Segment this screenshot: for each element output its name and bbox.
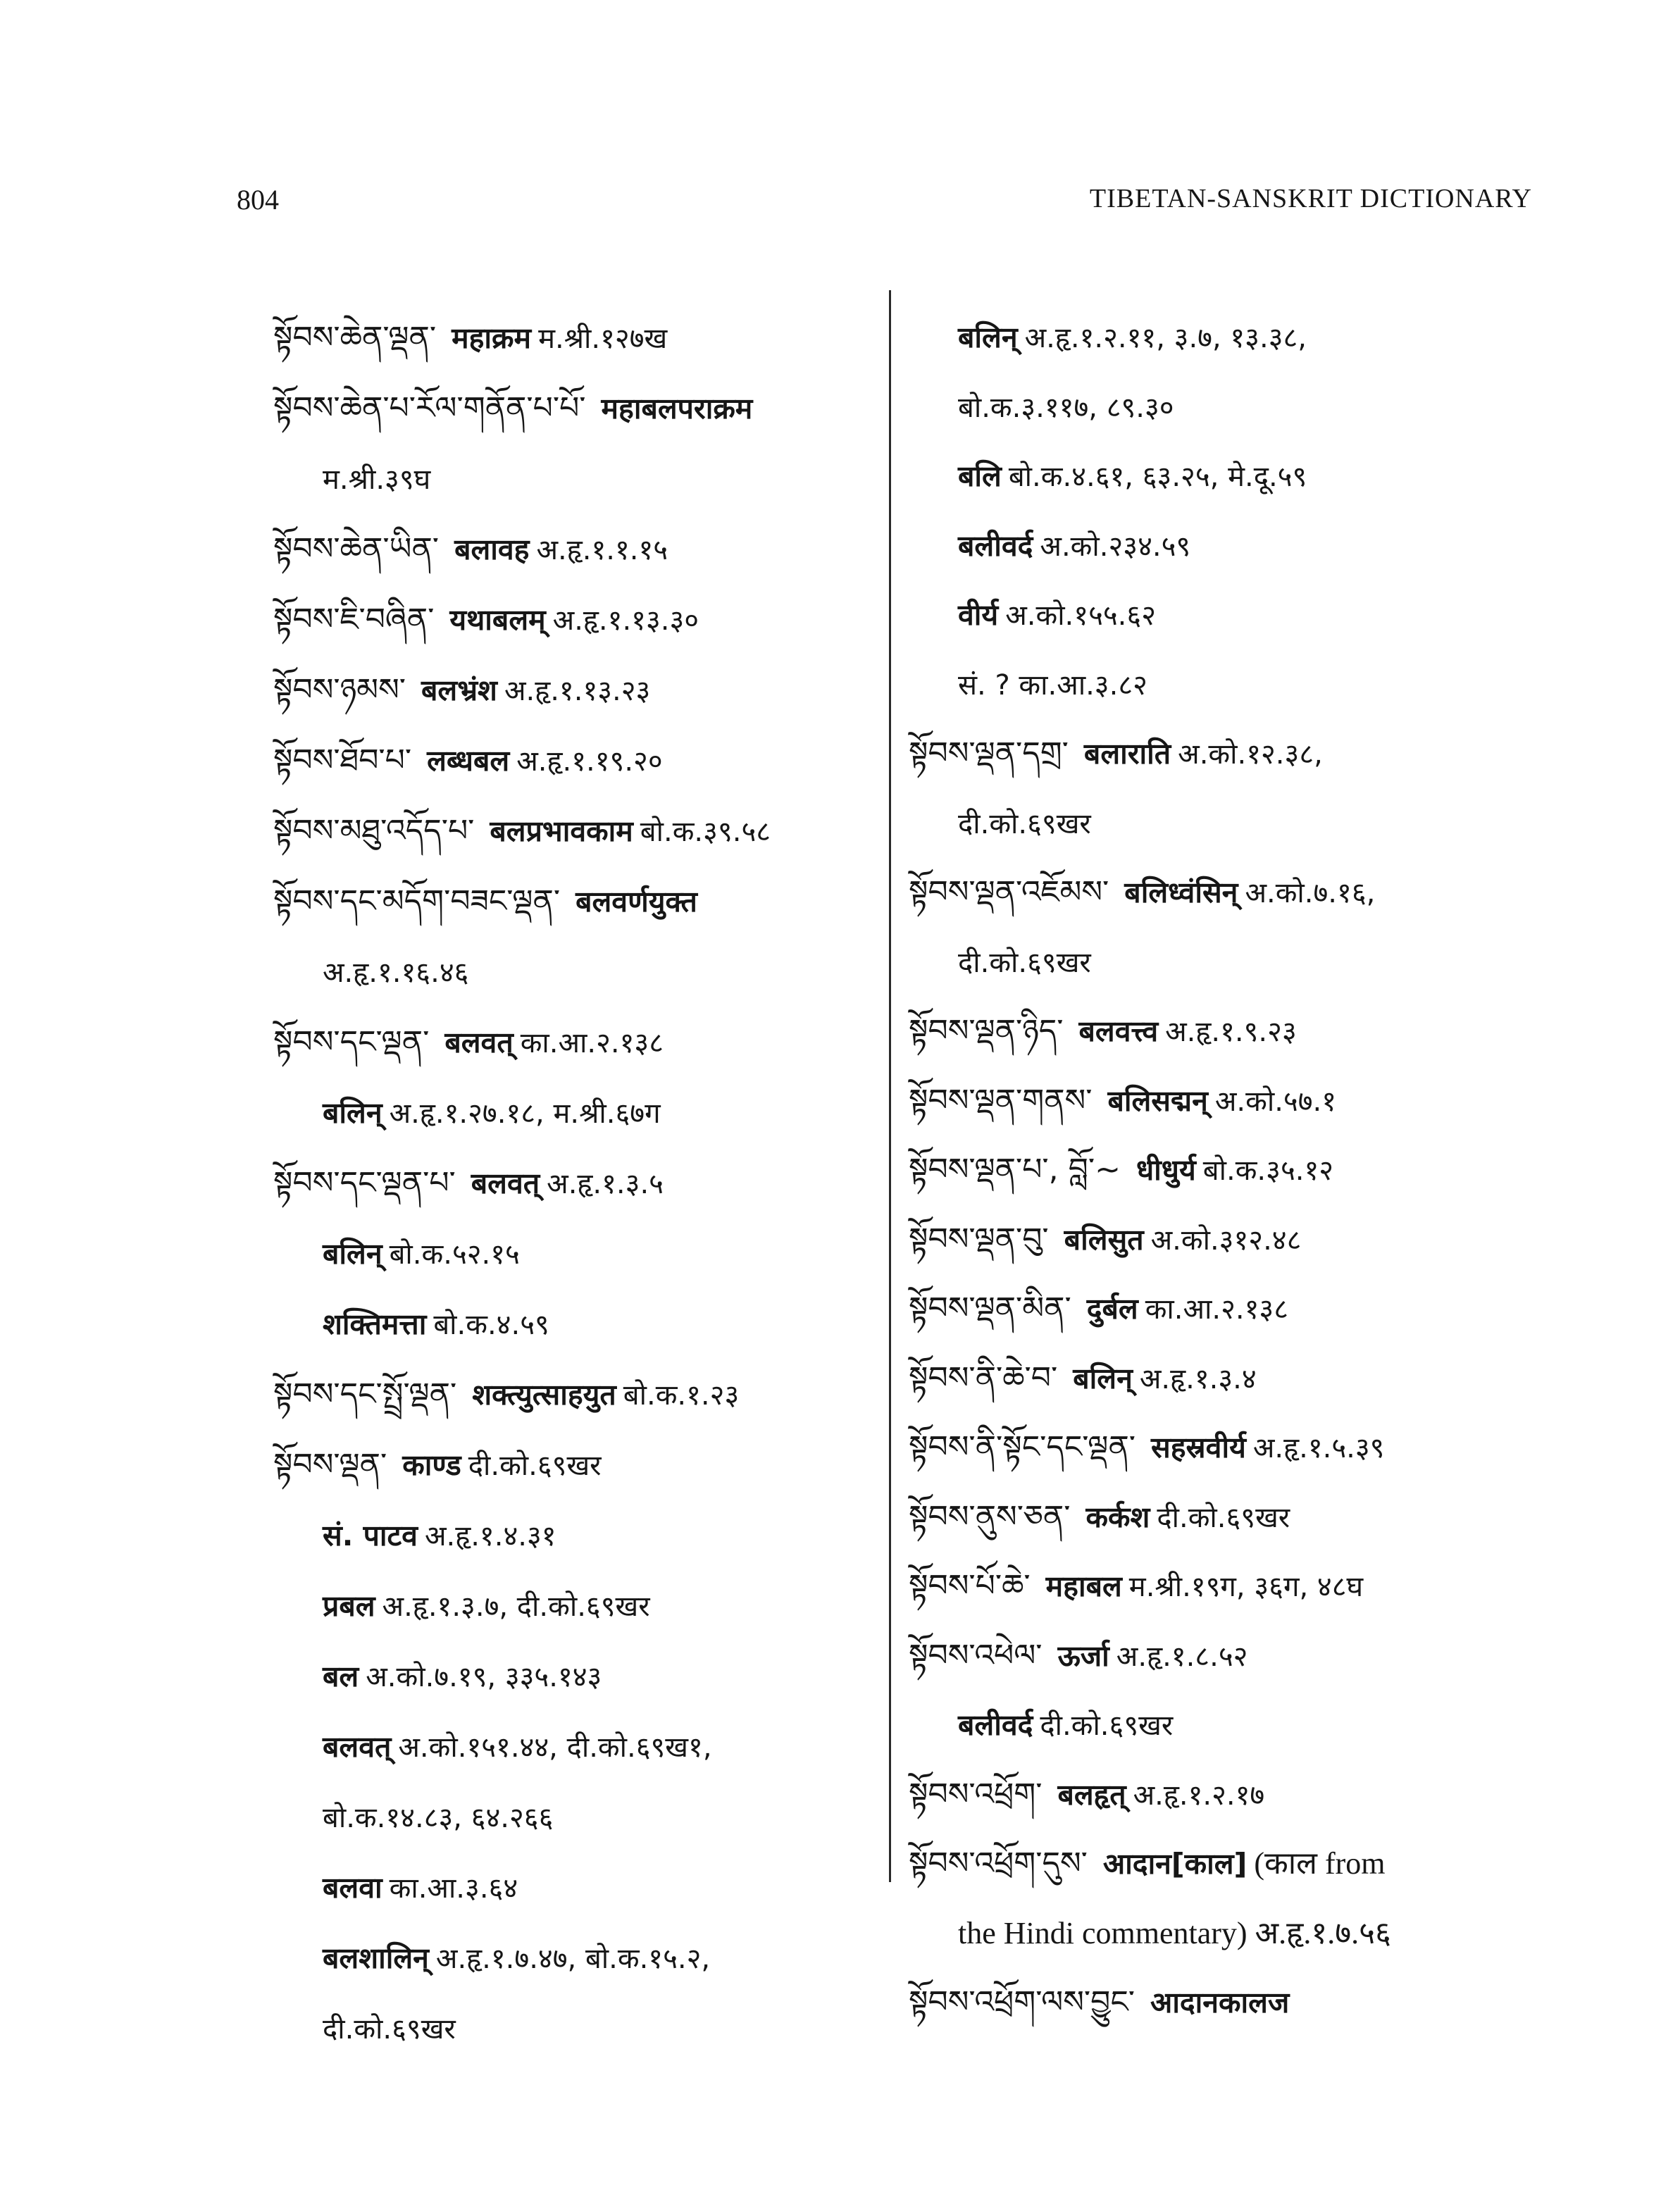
sanskrit-equivalent: ऊर्जा [1057,1638,1109,1673]
source-reference: का.आ.२.१३८ [520,1027,664,1059]
sanskrit-equivalent: बलिन् [1073,1361,1133,1395]
dictionary-entry [909,1066,1529,1136]
source-reference: अ.हृ.१.३.५ [547,1168,664,1200]
tibetan-headword: སྟོབས་དང་མདོག་བཟང་ལྡན་ [273,883,561,919]
sanskrit-equivalent: बलिसद्मन् [1107,1083,1208,1118]
source-reference: म.श्री.१९ग, ३६ग, ४८घ [1128,1571,1364,1603]
column-divider [889,290,891,1882]
dictionary-entry [273,303,879,373]
sanskrit-equivalent: वीर्य [958,598,999,632]
sanskrit-equivalent: बलभ्रंश [421,673,497,707]
dictionary-entry [273,1078,879,1148]
sanskrit-equivalent: कर्कश [1085,1500,1150,1534]
dictionary-entry [273,1219,879,1289]
dictionary-entry [909,1552,1529,1621]
page-number: 804 [237,184,279,216]
sanskrit-equivalent: काण्ड [402,1448,461,1482]
source-reference: अ.हृ.१.१९.२० [516,745,663,778]
sanskrit-equivalent: महाबल [1045,1569,1122,1603]
source-reference: अ.हृ.१.१.१५ [536,534,668,566]
source-reference: दी.को.६९खर [1040,1710,1174,1742]
sanskrit-equivalent: शक्त्युत्साहयुत [472,1378,616,1412]
source-reference: अ.को.५७.१ [1214,1085,1337,1118]
dictionary-entry [909,1344,1529,1414]
source-reference: म.श्री.३९घ [323,463,431,496]
sanskrit-equivalent: बलप्रभावकाम [490,814,633,848]
sanskrit-equivalent: बलहृत् [1057,1777,1126,1812]
tibetan-headword: སྟོབས་ཆེན་པ་རོལ་གནོན་པ་པོ་ [273,390,586,426]
dictionary-entry [909,303,1529,373]
source-reference: म.श्री.१२७ख [538,323,668,355]
source-reference: अ.को.१५१.४४, दी.को.६९ख१, [398,1731,712,1764]
dictionary-entry [273,937,879,1007]
sanskrit-equivalent: बल [323,1660,359,1693]
tibetan-headword: སྟོབས་ལྡན་པ་, བློ་~ [909,1152,1121,1188]
dictionary-entry [909,789,1529,859]
source-reference: अ.को.२३४.५९ [1040,530,1191,563]
source-reference: अ.हृ.१.१३.२३ [504,675,651,707]
sanskrit-equivalent: आदान[काल] [1102,1847,1247,1881]
right-column [909,303,1529,2038]
source-reference: बो.क.३५.१२ [1202,1154,1334,1187]
source-reference: दी.को.६९खर [323,2013,456,2046]
sanskrit-equivalent: बलवत्त्व [1078,1014,1159,1048]
dictionary-entry [273,444,879,514]
dictionary-entry [273,373,879,444]
dictionary-entry [909,1413,1529,1483]
dictionary-entry [273,1712,879,1782]
source-reference: अ.हृ.१.४.३१ [424,1520,556,1552]
tibetan-headword: སྟོབས་ལྡན་དགྲ་ [909,735,1069,771]
sanskrit-equivalent: आदानकालज [1150,1986,1290,2019]
tibetan-headword: སྟོབས་ནུས་ཅན་ [909,1498,1071,1535]
source-reference: अ.को.१२.३८, [1178,738,1323,771]
tibetan-headword: སྟོབས་ཆེན་ཡིན་ [273,531,440,567]
dictionary-entry [909,1135,1529,1205]
sanskrit-equivalent: बलिध्वंसिन् [1124,876,1238,909]
tibetan-headword: སྟོབས་དང་ལྡན་ [273,1024,430,1060]
source-reference: अ.हृ.१.८.५२ [1116,1640,1248,1673]
dictionary-entry [273,1641,879,1712]
tibetan-headword: སྟོབས་ནི་སྟོང་དང་ལྡན་ [909,1429,1136,1465]
source-reference: का.आ.३.६४ [389,1872,518,1905]
source-reference: (काल from [1254,1846,1386,1881]
sanskrit-equivalent: धीधुर्य [1135,1153,1196,1187]
source-reference: बो.क.४.६१, ६३.२५, मे.दू.५९ [1008,461,1307,493]
dictionary-entry [273,866,879,937]
dictionary-entry [909,1274,1529,1344]
source-reference: अ.हृ.१.७.४७, बो.क.१५.२, [435,1943,711,1975]
source-reference: अ.को.७.१९, ३३५.१४३ [366,1661,602,1693]
sanskrit-equivalent: बलवर्णयुक्त [575,885,697,919]
dictionary-entry [273,796,879,866]
source-reference: सं. ? का.आ.३.८२ [958,668,1147,702]
source-reference: का.आ.२.१३८ [1145,1293,1288,1326]
dictionary-entry [273,1430,879,1500]
source-reference: the Hindi commentary) अ.हृ.१.७.५६ [958,1915,1391,1950]
sanskrit-equivalent: बलशालिन् [323,1941,429,1975]
dictionary-entry [909,580,1529,650]
source-reference: अ.हृ.१.२.१७ [1133,1779,1265,1812]
dictionary-entry [273,1782,879,1853]
dictionary-entry [909,1968,1529,2038]
source-reference: दी.को.६९खर [1157,1501,1290,1534]
sanskrit-equivalent: यथाबलम् [449,603,546,637]
sanskrit-equivalent: शक्तिमत्ता [323,1307,427,1341]
sanskrit-equivalent: बलवा [323,1871,382,1905]
source-reference: अ.को.१५५.६२ [1005,599,1156,632]
dictionary-entry [273,585,879,655]
sanskrit-equivalent: बलवत् [471,1166,540,1200]
dictionary-entry [273,1359,879,1430]
source-reference: बो.क.४.५९ [433,1309,549,1341]
sanskrit-equivalent: बलवत् [323,1730,392,1764]
left-column [273,303,879,2064]
dictionary-entry [273,1571,879,1641]
dictionary-entry [909,997,1529,1066]
dictionary-entry [909,1205,1529,1275]
source-reference: दी.को.६९खर [958,807,1091,840]
tibetan-headword: སྟོབས་དང་སྤྲོ་ལྡན་ [273,1376,457,1412]
tibetan-headword: སྟོབས་ནི་ཆེ་བ་ [909,1359,1058,1396]
dictionary-entry [909,650,1529,720]
tibetan-headword: སྟོབས་ཐོབ་པ་ [273,742,412,778]
sanskrit-equivalent: बलीवर्द [958,528,1033,563]
tibetan-headword: སྟོབས་ཆེན་ལྡན་ [273,320,437,356]
sanskrit-equivalent: बलिन् [323,1237,382,1271]
sanskrit-equivalent: बलवत् [444,1026,514,1059]
source-reference: अ.हृ.१.२.११, ३.७, १३.३८, [1024,322,1307,354]
sanskrit-equivalent: सं. पाटव [323,1519,418,1552]
dictionary-entry [273,726,879,796]
sanskrit-equivalent: महाक्रम [452,321,532,355]
source-reference: बो.क.३.११७, ८९.३० [958,391,1174,424]
running-title: TIBETAN-SANSKRIT DICTIONARY [1089,184,1532,213]
dictionary-entry [909,858,1529,928]
tibetan-headword: སྟོབས་ལྡན་ཉིད་ [909,1013,1064,1049]
tibetan-headword: སྟོབས་དང་ལྡན་པ་ [273,1165,456,1201]
source-reference: अ.को.७.१६, [1245,877,1376,909]
sanskrit-equivalent: दुर्बल [1086,1292,1138,1326]
dictionary-entry [909,928,1529,997]
source-reference: अ.हृ.१.३.७, दी.को.६९खर [382,1590,650,1623]
sanskrit-equivalent: बलाराति [1083,737,1171,771]
dictionary-entry [273,1148,879,1219]
source-reference: दी.को.६९खर [958,946,1091,979]
dictionary-entry [273,514,879,585]
dictionary-entry [273,655,879,726]
dictionary-entry [909,1691,1529,1760]
sanskrit-equivalent: बलावह [454,533,530,566]
dictionary-entry [273,1500,879,1571]
dictionary-entry [909,1899,1529,1969]
dictionary-entry [273,1853,879,1923]
source-reference: अ.हृ.१.९.२३ [1165,1016,1297,1048]
dictionary-entry [909,373,1529,442]
source-reference: अ.हृ.१.३.४ [1139,1362,1257,1395]
source-reference: अ.हृ.१.२७.१८, म.श्री.६७ग [389,1097,661,1130]
source-reference: बो.क.५२.१५ [389,1238,520,1271]
source-reference: बो.क.१.२३ [623,1379,740,1412]
sanskrit-equivalent: बलिसुत [1064,1222,1144,1257]
tibetan-headword: སྟོབས་པོ་ཆེ་ [909,1568,1031,1604]
tibetan-headword: སྟོབས་ལྡན་བུ་ [909,1221,1049,1257]
tibetan-headword: སྟོབས་ཇི་བཞིན་ [273,602,435,637]
dictionary-entry [273,1993,879,2064]
sanskrit-equivalent: लब्धबल [427,744,510,778]
sanskrit-equivalent: महाबलपराक्रम [601,392,753,425]
sanskrit-equivalent: प्रबल [323,1589,375,1623]
source-reference: दी.को.६९खर [468,1450,602,1482]
source-reference: अ.हृ.१.१६.४६ [323,957,469,989]
source-reference: अ.हृ.१.१३.३० [552,604,699,637]
tibetan-headword: སྟོབས་མཐུ་འདོད་པ་ [273,813,475,849]
tibetan-headword: སྟོབས་ཉམས་ [273,672,406,708]
dictionary-entry [909,511,1529,581]
dictionary-entry [909,442,1529,511]
dictionary-entry [909,1483,1529,1552]
tibetan-headword: སྟོབས་འཕྲོག་ [909,1776,1043,1812]
dictionary-entry [909,1621,1529,1691]
tibetan-headword: སྟོབས་ལྡན་གནས་ [909,1082,1093,1119]
dictionary-entry [273,1923,879,1993]
tibetan-headword: སྟོབས་ལྡན་འཇོམས་ [909,874,1109,910]
page-header [0,183,1680,225]
source-reference: अ.हृ.१.५.३९ [1252,1432,1385,1464]
dictionary-entry [909,1829,1529,1899]
source-reference: अ.को.३१२.४८ [1150,1224,1302,1257]
sanskrit-equivalent: बलिन् [323,1096,382,1130]
sanskrit-equivalent: बलि [958,459,1002,493]
dictionary-entry [909,719,1529,789]
dictionary-entry [909,1760,1529,1830]
sanskrit-equivalent: बलीवर्द [958,1708,1033,1742]
source-reference: बो.क.१४.८३, ६४.२६६ [323,1802,554,1834]
source-reference: बो.क.३९.५८ [640,816,771,848]
tibetan-headword: སྟོབས་འཕྲོག་དུས་ [909,1845,1088,1881]
tibetan-headword: སྟོབས་འཕེལ་ [909,1637,1043,1674]
sanskrit-equivalent: बलिन् [958,320,1018,354]
tibetan-headword: སྟོབས་ལྡན་མིན་ [909,1290,1071,1326]
sanskrit-equivalent: सहस्रवीर्य [1151,1431,1246,1464]
tibetan-headword: སྟོབས་འཕྲོག་ལས་བྱུང་ [909,1984,1135,2020]
dictionary-entry [273,1289,879,1359]
dictionary-entry [273,1007,879,1078]
tibetan-headword: སྟོབས་ལྡན་ [273,1447,387,1483]
